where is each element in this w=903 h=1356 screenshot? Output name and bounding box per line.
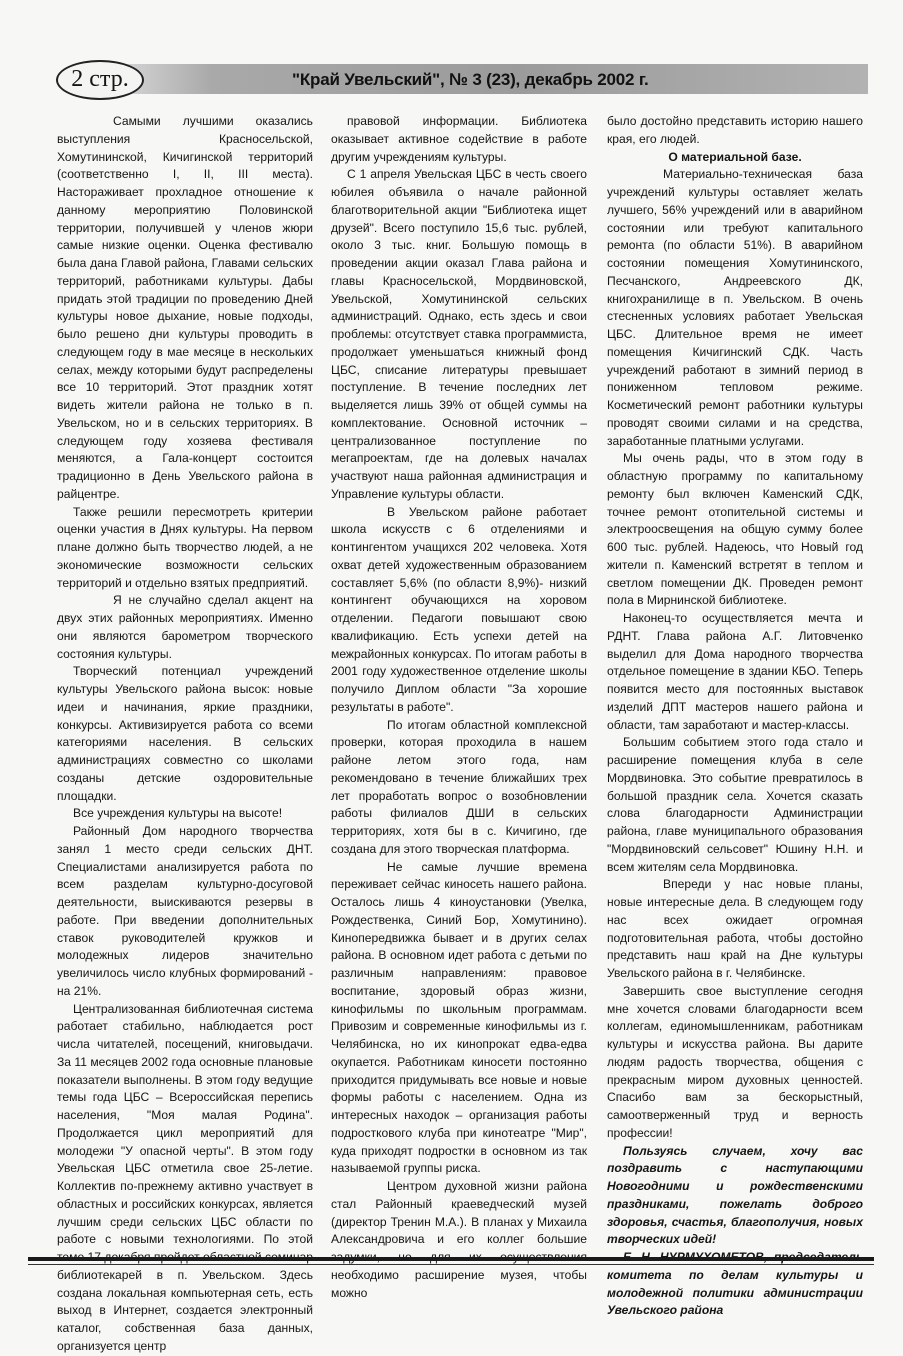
paragraph: По итогам областной комплексной проверки, которая проходила в нашем районе летом этого года, нам рекомендовано в течение ближайших трех лет проработать вопрос о возобновлении работы филиалов ДШИ в сельских территориях, хотя бы в с. Кичигино, где создана для этого творческая платформа. bbox=[331, 717, 587, 856]
paragraph: Централизованная библиотечная система работает стабильно, наблюдается рост числа читателей, посещений, книговыдачи. За 11 месяцев 2002 года основные плановые показатели выполнены. В этом году ведущие темы года ЦБС – Всероссийская перепись населения, "Моя малая Родина". Продолжается цикл мероприятий для молодежи "У опасной черты". В этом году Увельская ЦБС отметила свое 25-летие. Коллектив по-прежнему активно участвует в областных и российских конкурсах, является лучшим среди сельских ЦБС области по работе с новыми технологиями. По этой библиотекарей в п. Увельском. Здесь создана локальная компьютерная сеть, есть выход в Интернет, создается электронный каталог, собственная база данных, организуется центр bbox=[57, 1001, 313, 1353]
paragraph: Все учреждения культуры на высоте! bbox=[73, 806, 283, 821]
paragraph: В Увельском районе работает школа искусств с 6 отделениями и контингентом учащихся 202 человека. Хотя охват детей художественным образованием составляет 5,6% (по области 8,9%)- низкий контингент обучающихся на хоровом отделении. Педагоги повышают свою квалификацию. Есть успехи детей на межрайонных конкурсах. По итогам работы в 2001 году художественное отделение школы получило Диплом области "За хорошие результаты в работе". bbox=[331, 504, 587, 714]
paragraph: Не самые лучшие времена переживает сейчас киносеть нашего района. Осталось лишь 4 киноустановки (Увелка, Рождественка, Синий Бор, Хомутинино). Кинопередвижка бывает и в других селах района. В основном идет работа с детьми по различным направлениям: правовое воспитание, здоровый образ жизни, кинофильмы по школьным программам. Привозим и современные кинофильмы из г. Челябинска, но их кинопрокат едва-едва окупается. Работникам киносети постоянно приходится придумывать все новые и новые формы работы с населением. Одна из интересных находок – организация работы подросткового клуба при кинотеатре "Мир", куда приходят подростки в основном из так называемой группы риска. bbox=[331, 859, 587, 1176]
article-column-1 bbox=[57, 113, 313, 1353]
page-header bbox=[56, 60, 868, 100]
author-signature: комитета по делам культуры и молодежной политики администрации Увельского района bbox=[607, 1267, 863, 1318]
article-column-3 bbox=[607, 113, 863, 1318]
paragraph: Наконец-то осуществляется мечта и РДНТ. Глава района А.Г. Литовченко выделил для Дома народного творчества отдельное помещение в здании КБО. Теперь появится место для постоянных выставок изделий ДПТ мастеров нашего района и области, там заработают и мастер-классы. bbox=[607, 611, 863, 732]
greeting-paragraph: Пользуясь случаем, хочу вас поздравить с наступающими Новогодними и рождественскими праздниками, пожелать доброго здоровья, счастья, благополучия, новых творческих идей! bbox=[607, 1143, 863, 1247]
section-heading: О материальной базе. bbox=[668, 149, 802, 164]
paragraph: Завершить свое выступление сегодня мне хочется словами благодарности всем коллегам, единомышленникам, работникам культуры и искусства района. Вы дарите людям радость творчества, общения с прекрасным миром духовных ценностей. Спасибо вам за бескорыстный, самоотверженный труд и верность профессии! bbox=[607, 983, 863, 1140]
paragraph: Районный Дом народного творчества занял 1 место среди сельских ДНТ. Специалистами анализируется работа по всем разделам культурно-досуговой деятельности, выискиваются резервы в работе. При введении дополнительных ставок руководителей кружков и молодежных лидеров значительно увеличилось число клубных формирований - на 21%. bbox=[57, 824, 313, 998]
paragraph: Большим событием этого года стало и расширение помещения клуба в селе Мордвиновка. Это событие превратилось в большой праздник села. Хочется сказать слова благодарности Администрации района, главе муниципального образования "Мордвиновский сельсовет" Юшину Н.Н. и всем жителям села Мордвиновка. bbox=[607, 735, 863, 874]
paragraph: Центром духовной жизни района стал Районный краеведческий музей (директор Тренин М.А.). В планах у Михаила Александровича и его коллег большие необходимо расширение музея, чтобы можно bbox=[331, 1179, 587, 1300]
paragraph: Творческий потенциал учреждений культуры Увельского района высок: новые идеи и начинания, яркие праздники, конкурсы. Активизируется работа со всеми категориями населения. В сельских администрациях совместно со школами созданы детские оздоровительные площадки. bbox=[57, 664, 313, 803]
paragraph: было достойно представить историю нашего края, его людей. bbox=[607, 114, 863, 146]
issue-title: "Край Увельский", № 3 (23), декабрь 2002 г. bbox=[292, 70, 649, 89]
paragraph: Материально-техническая база учреждений культуры оставляет желать лучшего, 56% учреждений или в аварийном состоянии или требуют капитального ремонта (по области 51%). В аварийном состоянии помещения Хомутининского, Песчанского, Андреевского ДК, книгохранилище в п. Увельском. В очень стесненных условиях работает Увельская ЦБС. Длительное время не имеет помещения Кичигинский СДК. Часть учреждений работают в зимний период в пониженном тепловом режиме. Косметический ремонт работники культуры проводят своими силами и на средства, заработанные платными услугами. bbox=[607, 167, 863, 448]
paragraph: С 1 апреля Увельская ЦБС в честь своего юбилея объявила о начале районной благотворительной акции "Библиотека ищет друзей". Всего поступило 15,6 тыс. рублей, около 3 тыс. книг. Большую помощь в проведении акции оказал Глава района и главы Красносельской, Мордвиновской, Увельской, Хомутининской сельских администраций. Однако, есть здесь и свои проблемы: отсутствует ставка программиста, продолжает уменьшаться книжный фонд ЦБС, списание литературы превышает поступление. В течение последних лет выделяется лишь 39% от общей суммы на комплектование. Основной источник – централизованное поступление по мегапроектам, где на долевых началах участвуют наша районная администрация и Управление культуры области. bbox=[331, 167, 587, 501]
article-column-2 bbox=[331, 113, 587, 1300]
footer-rule bbox=[28, 1257, 874, 1261]
paragraph: Мы очень рады, что в этом году в областную программу по капитальному ремонту был включен Каменский СДК, точнее ремонт отопительной системы и электроосвещения на общую сумму более 600 тыс. рублей. Надеюсь, что Новый год жители п. Каменский встретят в теплом и светлом помещении ДК. Проведен ремонт пола в Мирнинской библиотеке. bbox=[607, 451, 863, 608]
paragraph: правовой информации. Библиотека оказывает активное содействие в работе другим учреждениям культуры. bbox=[331, 114, 587, 164]
paragraph: Также решили пересмотреть критерии оценки участия в Днях культуры. На первом плане должно быть творчество людей, а не экономические возможности сельских территорий и отдельно взятых предприятий. bbox=[57, 504, 313, 590]
paragraph: Самыми лучшими оказались выступления Красносельской, Хомутининской, Кичигинской территорий (соответственно I, II, III места). Настораживает прохладное отношение к данному мероприятию Половинской территории, получившей у членов жюри самые низкие оценки. Оценка фестивалю была дана Главой района, Главами сельских территорий, работниками культуры. Дабы придать этой традиции по проведению Дней культуры новое дыхание, новые подходы, было решено дни культуры проводить в следующем году в мае месяце в нескольких селах, между которыми будут распределены все 10 территорий. Этот праздник хотят видеть жители района не только в п. Увельском, но и в сельских территориях. В следующем году хозяева фестиваля меняются, а Гала-концерт состоится традиционно в День Увельского района в райцентре. bbox=[57, 114, 313, 501]
footer-rule-thin bbox=[28, 1264, 874, 1265]
page-number: 2 стр. bbox=[56, 60, 144, 100]
paragraph: Впереди у нас новые планы, новые интересные дела. В следующем году нас всех ожидает огромная подготовительная работа, чтобы достойно представить наш край на Дне культуры Увельского района в г. Челябинске. bbox=[607, 877, 863, 980]
paragraph: Я не случайно сделал акцент на двух этих районных мероприятиях. Именно они являются барометром творческого состояния культуры. bbox=[57, 593, 313, 661]
